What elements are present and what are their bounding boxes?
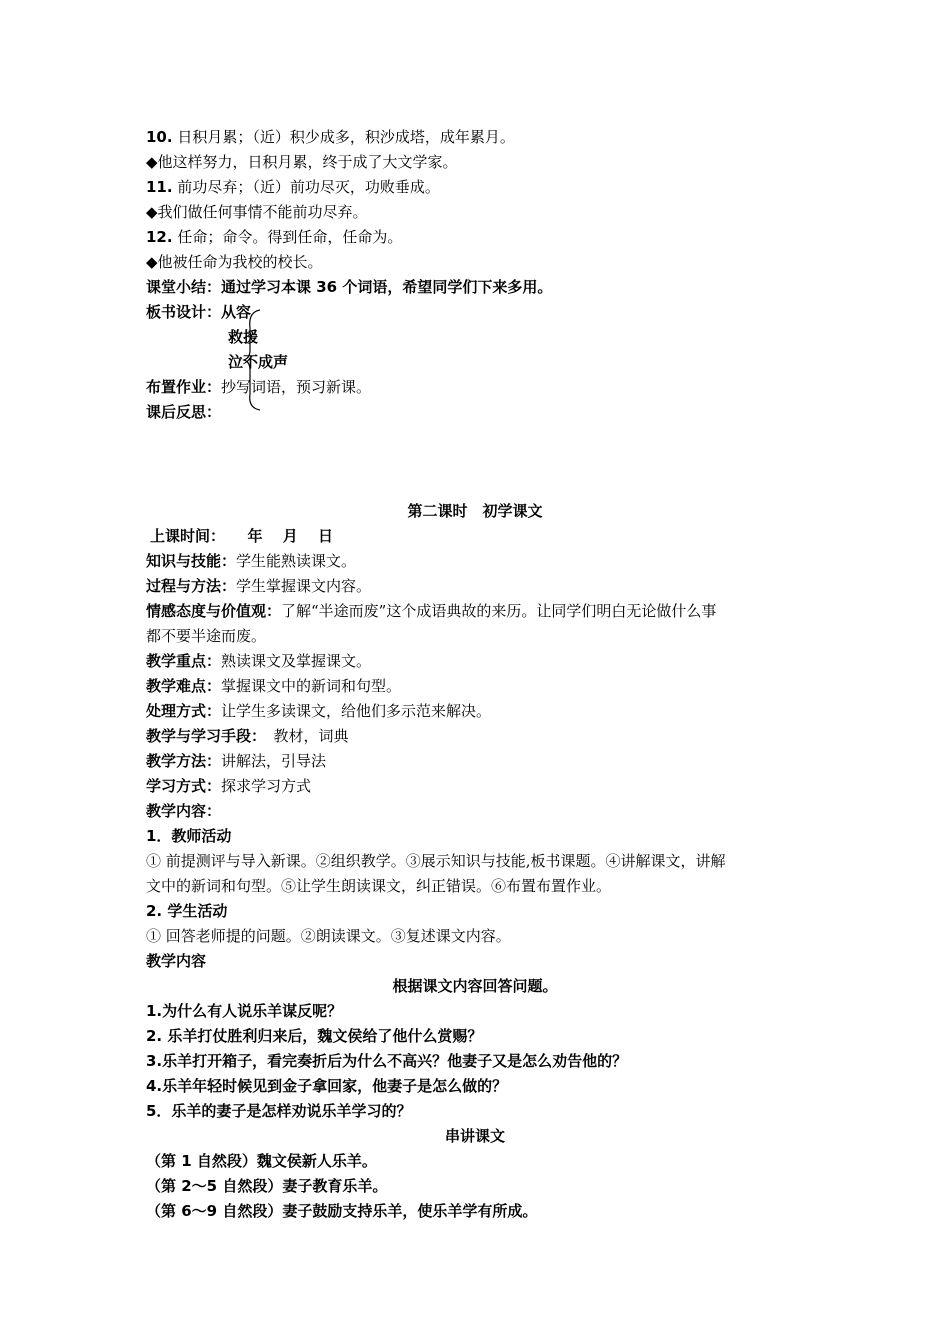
field-content: 教学内容： [146, 802, 222, 820]
field-emotion: 情感态度与价值观：了解“半途而废”这个成语典故的来历。让同学们明白无论做什么事 [146, 602, 717, 620]
vocab-12: 12. 任命；命令。得到任命，任命为。 [146, 228, 403, 246]
paragraph-2: （第 2～5 自然段）妻子教育乐羊。 [146, 1177, 388, 1195]
content-label: 教学内容 [146, 952, 207, 970]
board-design-label: 板书设计：从容 [146, 303, 252, 321]
field-means: 教学与学习手段： 教材，词典 [146, 727, 349, 745]
class-summary: 课堂小结：通过学习本课 36 个词语，希望同学们下来多用。 [146, 278, 553, 296]
field-learning: 学习方式：探求学习方式 [146, 777, 312, 795]
field-process: 过程与方法：学生掌握课文内容。 [146, 577, 372, 595]
question-2: 2. 乐羊打仗胜利归来后，魏文侯给了他什么赏赐？ [146, 1027, 483, 1045]
vocab-12-example: ◆他被任命为我校的校长。 [146, 253, 323, 271]
class-time: 上课时间： 年 月 日 [150, 527, 333, 545]
board-item-2: 救援 [228, 328, 259, 346]
field-difficulty: 教学难点：掌握课文中的新词和句型。 [146, 677, 402, 695]
paragraph-1: （第 1 自然段）魏文侯新人乐羊。 [146, 1152, 377, 1170]
field-emotion-cont: 都不要半途而废。 [146, 627, 267, 645]
student-line: ① 回答老师提的问题。②朗读课文。③复述课文内容。 [146, 927, 511, 945]
field-key-point: 教学重点：熟读课文及掌握课文。 [146, 652, 372, 670]
vocab-11: 11. 前功尽弃；（近）前功尽灭，功败垂成。 [146, 178, 440, 196]
student-heading: 2. 学生活动 [146, 902, 228, 920]
board-item-3: 泣不成声 [228, 353, 289, 371]
field-knowledge: 知识与技能：学生能熟读课文。 [146, 552, 357, 570]
teacher-line-1: ① 前提测评与导入新课。②组织教学。③展示知识与技能,板书课题。④讲解课文，讲解 [146, 852, 726, 870]
question-3: 3.乐羊打开箱子，看完奏折后为什么不高兴？他妻子又是怎么劝告他的？ [146, 1052, 628, 1070]
question-5: 5．乐羊的妻子是怎样劝说乐羊学习的？ [146, 1102, 412, 1120]
question-1: 1.为什么有人说乐羊谋反呢？ [146, 1002, 343, 1020]
teacher-line-2: 文中的新词和句型。⑤让学生朗读课文，纠正错误。⑥布置布置作业。 [146, 877, 612, 895]
teacher-heading: 1．教师活动 [146, 827, 232, 845]
field-handling: 处理方式：让学生多读课文，给他们多示范来解决。 [146, 702, 492, 720]
reflection: 课后反思： [146, 403, 222, 421]
paragraph-3: （第 6～9 自然段）妻子鼓励支持乐羊，使乐羊学有所成。 [146, 1202, 538, 1220]
vocab-10: 10. 日积月累；（近）积少成多，积沙成塔，成年累月。 [146, 128, 515, 146]
explain-title: 串讲课文 [444, 1127, 505, 1145]
vocab-11-example: ◆我们做任何事情不能前功尽弃。 [146, 203, 368, 221]
vocab-10-example: ◆他这样努力，日积月累，终于成了大文学家。 [146, 153, 458, 171]
lesson2-title: 第二课时 初学课文 [407, 502, 543, 520]
homework: 布置作业：抄写词语，预习新课。 [146, 378, 372, 396]
question-4: 4.乐羊年轻时候见到金子拿回家，他妻子是怎么做的？ [146, 1077, 508, 1095]
questions-title: 根据课文内容回答问题。 [392, 977, 558, 995]
field-method: 教学方法：讲解法，引导法 [146, 752, 327, 770]
